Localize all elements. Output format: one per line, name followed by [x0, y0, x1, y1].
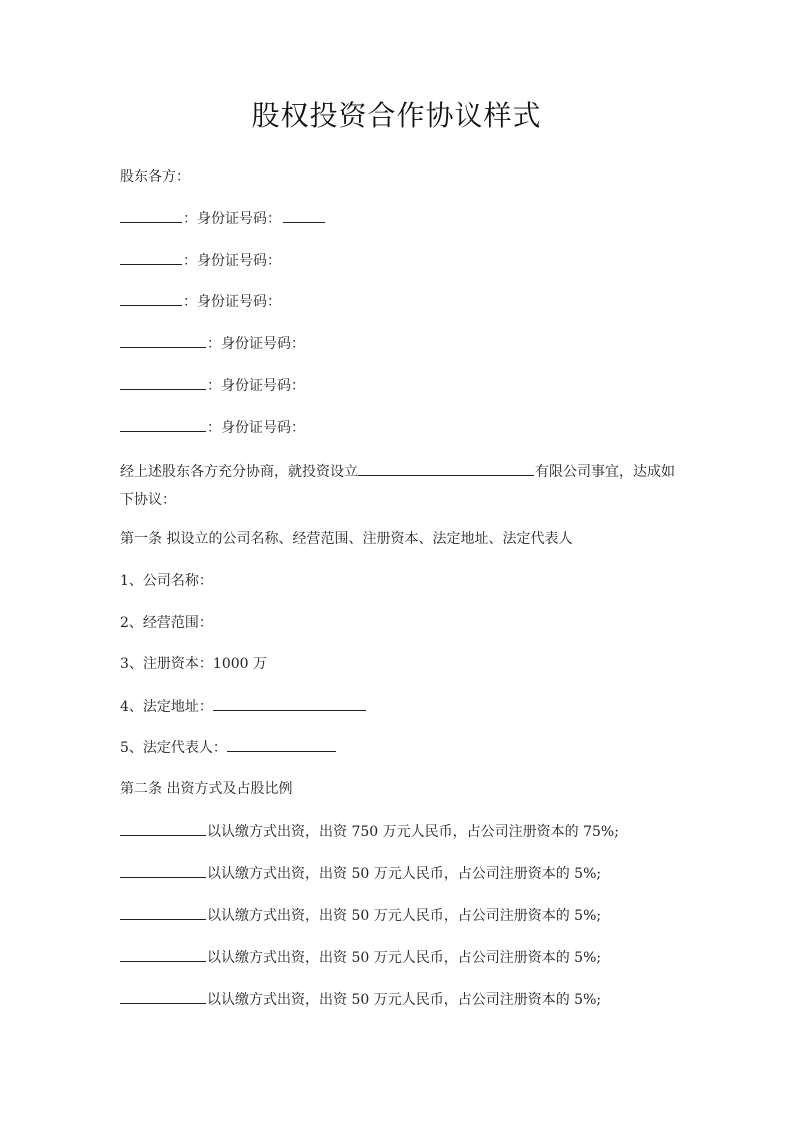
contribution-text: 以认缴方式出资，出资 50 万元人民币，占公司注册资本的 5%; — [207, 866, 602, 882]
shareholder-row — [120, 291, 281, 312]
legal-rep-blank[interactable] — [227, 737, 336, 752]
id-label: 身份证号码： — [197, 253, 281, 269]
shareholders-heading: 股东各方： — [120, 169, 190, 185]
company-name-blank[interactable] — [358, 461, 534, 476]
id-label: 身份证号码： — [221, 378, 305, 394]
separator: ： — [183, 294, 197, 310]
investor-blank[interactable] — [120, 947, 206, 962]
article1-heading: 第一条 拟设立的公司名称、经营范围、注册资本、法定地址、法定代表人 — [120, 531, 573, 547]
contribution-row — [120, 863, 601, 884]
shareholder-row — [120, 250, 281, 271]
contribution-text: 以认缴方式出资，出资 50 万元人民币，占公司注册资本的 5%; — [207, 908, 602, 924]
name-blank[interactable] — [120, 417, 206, 432]
shareholder-row — [120, 375, 305, 396]
name-blank[interactable] — [120, 333, 206, 348]
shareholder-row — [120, 208, 326, 229]
contribution-text: 以认缴方式出资，出资 750 万元人民币，占公司注册资本的 75%; — [207, 824, 619, 840]
name-blank[interactable] — [120, 375, 206, 390]
separator: ： — [207, 378, 221, 394]
name-blank[interactable] — [120, 291, 182, 306]
intro-before: 经上述股东各方充分协商，就投资设立 — [120, 464, 358, 480]
investor-blank[interactable] — [120, 905, 206, 920]
article1-item-legal-rep: 5、法定代表人： — [120, 740, 227, 756]
article1-item-address-row — [120, 696, 367, 717]
shareholder-row — [120, 417, 305, 438]
article1-item-address: 4、法定地址： — [120, 699, 213, 715]
document-title: 股权投资合作协议样式 — [251, 99, 542, 132]
contribution-text: 以认缴方式出资，出资 50 万元人民币，占公司注册资本的 5%; — [207, 950, 602, 966]
separator: ： — [207, 336, 221, 352]
contribution-row — [120, 947, 601, 968]
separator: ： — [183, 211, 197, 227]
contribution-row — [120, 905, 601, 926]
separator: ： — [207, 420, 221, 436]
contribution-row — [120, 821, 619, 842]
contribution-row — [120, 989, 601, 1010]
name-blank[interactable] — [120, 208, 182, 223]
address-blank[interactable] — [213, 696, 366, 711]
article1-item-legal-rep-row — [120, 737, 337, 758]
name-blank[interactable] — [120, 250, 182, 265]
investor-blank[interactable] — [120, 863, 206, 878]
id-label: 身份证号码： — [221, 336, 305, 352]
article1-item-company-name: 1、公司名称： — [120, 573, 213, 589]
article1-item-business-scope: 2、经营范围： — [120, 615, 213, 631]
intro-paragraph — [120, 458, 680, 514]
article2-heading: 第二条 出资方式及占股比例 — [120, 781, 293, 797]
id-blank[interactable] — [283, 208, 325, 223]
investor-blank[interactable] — [120, 989, 206, 1004]
intro-after: 有限公司事宜，达成如下协议： — [120, 464, 675, 508]
shareholder-row — [120, 333, 305, 354]
separator: ： — [183, 253, 197, 269]
contribution-text: 以认缴方式出资，出资 50 万元人民币，占公司注册资本的 5%; — [207, 992, 602, 1008]
investor-blank[interactable] — [120, 821, 206, 836]
id-label: 身份证号码： — [221, 420, 305, 436]
article1-item-registered-capital: 3、注册资本：1000 万 — [120, 656, 267, 672]
id-label: 身份证号码： — [197, 211, 281, 227]
id-label: 身份证号码： — [197, 294, 281, 310]
